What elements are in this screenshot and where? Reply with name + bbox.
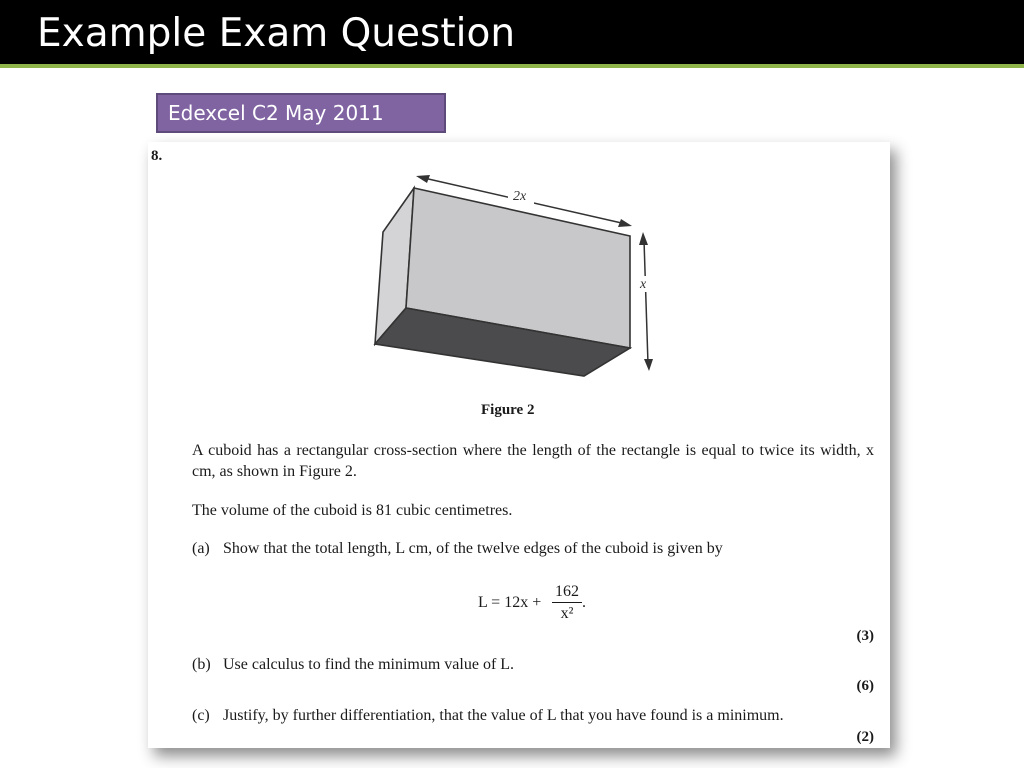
- part-c-marks: (2): [856, 729, 874, 745]
- part-c-label: (c): [192, 707, 210, 724]
- formula-denominator: x²: [560, 605, 574, 622]
- cuboid-figure: [368, 166, 668, 386]
- height-arrow-head-bottom: [644, 359, 653, 371]
- height-label: x: [640, 277, 647, 292]
- title-bar: [0, 0, 1024, 68]
- volume-statement: The volume of the cuboid is 81 cubic centimetres.: [192, 502, 513, 519]
- part-b-marks: (6): [856, 678, 874, 694]
- slide-title: Example Exam Question: [37, 11, 516, 56]
- length-arrow-head-left: [416, 175, 430, 183]
- part-b-label: (b): [192, 656, 211, 673]
- part-a-label: (a): [192, 540, 210, 557]
- part-b-text: Use calculus to find the minimum value of L.: [223, 656, 515, 673]
- part-a-marks: (3): [856, 628, 874, 644]
- formula-tail: .: [582, 594, 586, 611]
- question-number: 8.: [151, 148, 163, 164]
- length-arrow-head-right: [618, 219, 632, 227]
- height-arrow-head-top: [639, 232, 648, 245]
- source-badge: Edexcel C2 May 2011: [156, 93, 446, 133]
- formula-lhs: L = 12x +: [478, 594, 542, 611]
- formula-numerator: 162: [552, 582, 582, 603]
- part-a-text: Show that the total length, L cm, of the twelve edges of the cuboid is given by: [223, 540, 723, 557]
- part-c-text: Justify, by further differentiation, that the value of L that you have found is a minimum.: [223, 707, 784, 724]
- question-card: [148, 142, 890, 748]
- length-label: 2x: [513, 189, 527, 204]
- figure-caption: Figure 2: [481, 402, 535, 418]
- question-intro: A cuboid has a rectangular cross-section where the length of the rectangle is equal to twice its width, x cm, as shown in Figure 2.: [192, 442, 874, 480]
- formula-fraction: [552, 582, 582, 625]
- height-arrow: [644, 240, 648, 364]
